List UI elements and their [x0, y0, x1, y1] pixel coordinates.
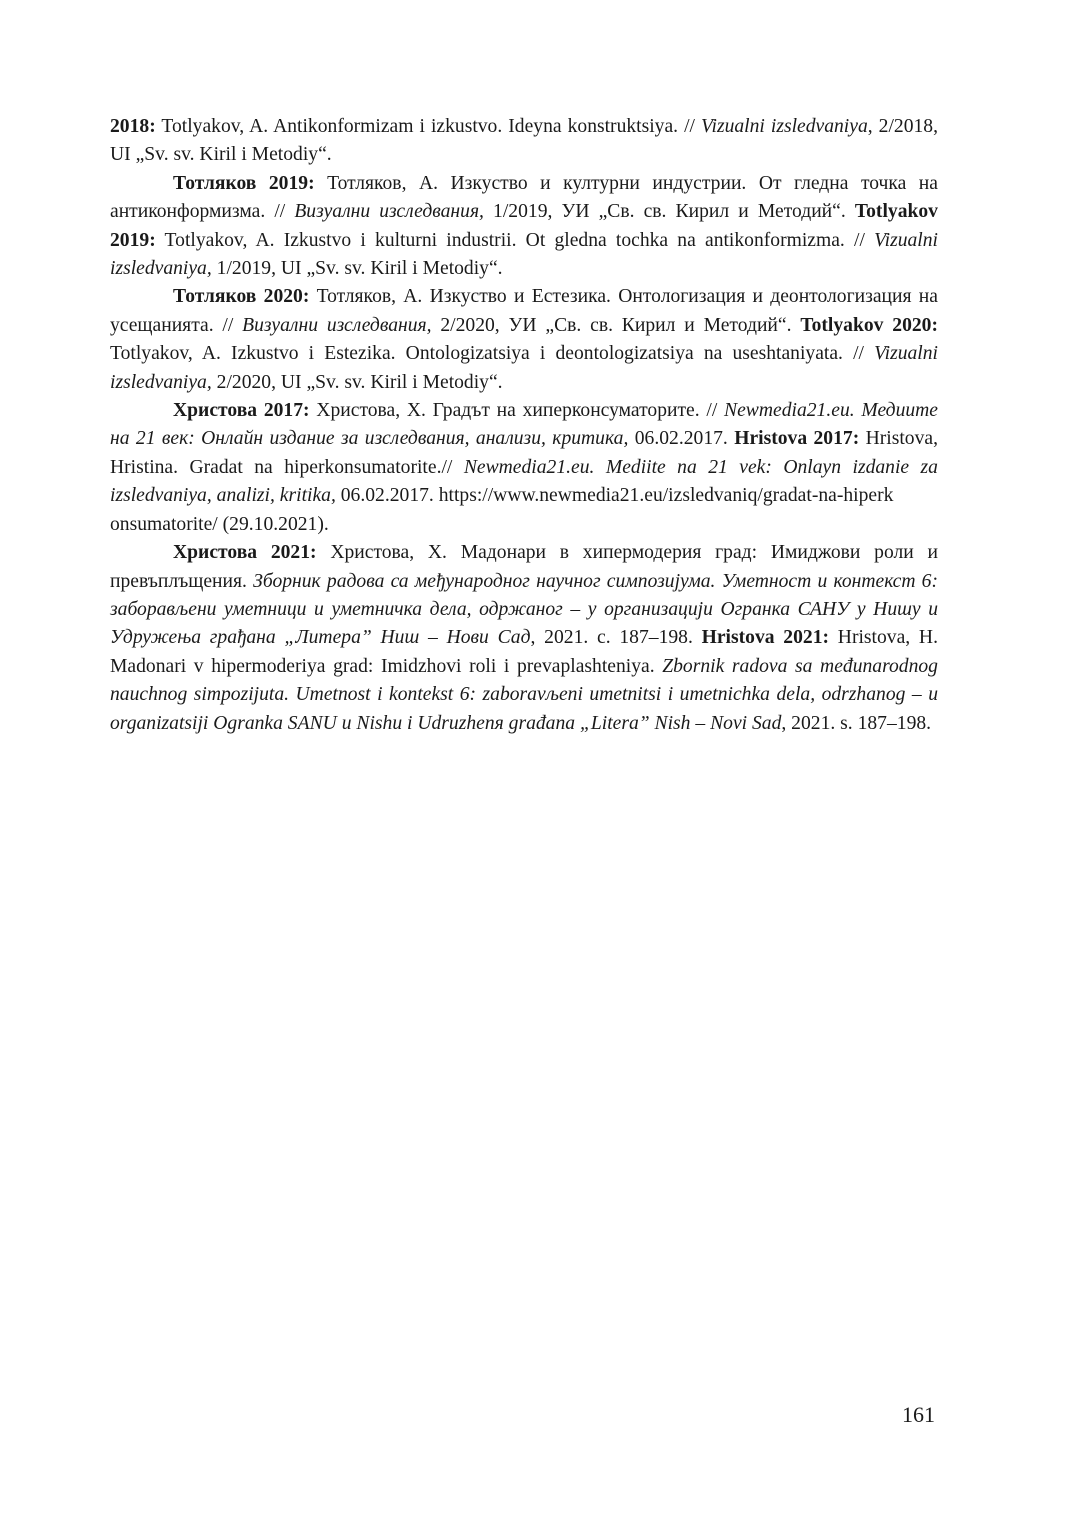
page-number: 161 — [902, 1402, 935, 1427]
reference-source-title: Zbornik radova sa međunarodnog nauchnog simpozijuta. Umetnost i kontekst 6: zaboravљeni umetnitsi i umetnichka dela, odrzhanog – u organizatsiji Ogranka SANU u Nishu i Udruzhenя građana „Litera” Nish – Novi Sad — [110, 655, 938, 734]
reference-label: Тотляков 2019: — [173, 172, 315, 194]
reference-label: 2018: — [110, 116, 156, 137]
reference-label: Hristova 2021: — [701, 627, 830, 649]
reference-text: Hristova, H. Madonari v hipermoderiya grad: Imidzhovi roli i prevaplashteniya. — [110, 627, 938, 677]
reference-text: , 2021. с. 187–198. — [530, 627, 702, 649]
reference-entry — [110, 113, 938, 170]
reference-text: Totlyakov, A. Izkustvo i Estezika. Ontologizatsiya i deontologizatsiya na useshtaniyata. // — [110, 343, 875, 365]
reference-source-title: Визуални изследвания, — [294, 201, 484, 223]
reference-entry — [110, 397, 938, 511]
reference-text: onsumatorite/ (29.10.2021). — [110, 513, 329, 535]
reference-source-title: Зборник радова са међународног научног симпозијума. Уметност и контекст 6: заборављени уметници и уметничка дела, одржаног – у организацији Огранка САНУ у Нишу и Удружења грађана „Литера” Ниш – Нови Сад — [110, 570, 939, 649]
bibliography-list — [110, 113, 938, 738]
reference-label: Totlyakov 2019: — [110, 201, 938, 251]
reference-text: , 2/2018, UI „Sv. sv. Kiril i Metodiy“. — [110, 116, 938, 166]
reference-entry — [110, 283, 938, 397]
reference-text: Тотляков, А. Изкуство и Естезика. Онтологизация и деонтологизация на усещанията. // — [110, 286, 938, 336]
reference-source-title: Визуални изследвания, — [242, 314, 432, 336]
reference-source-title: Vizualni izsledvaniya, — [110, 229, 938, 280]
reference-text: 1/2019, UI „Sv. sv. Kiril i Metodiy“. — [211, 258, 503, 280]
reference-entry — [110, 511, 938, 539]
reference-text: Тотляков, А. Изкуство и културни индустрии. От гледна точка на антиконформизма. // — [110, 172, 938, 223]
reference-label: Христова 2017: — [173, 400, 310, 422]
reference-text: 06.02.2017. https://www.newmedia21.eu/izsledvaniq/gradat-na-hiperk — [335, 485, 894, 507]
reference-label: Totlyakov 2020: — [800, 314, 939, 336]
reference-text: Христова, Х. Мадонари в хипермодерия град: Имиджови роли и превъплъщения. — [110, 542, 938, 592]
reference-text: 2/2020, УИ „Св. св. Кирил и Методий“. — [431, 314, 801, 336]
reference-text: Totlyakov, A. Antikonformizam i izkustvo. Ideyna konstruktsiya. // — [155, 116, 701, 137]
reference-entry — [110, 539, 938, 738]
reference-entry — [110, 170, 938, 284]
reference-label: Христова 2021: — [173, 542, 317, 564]
reference-label: Hristova 2017: — [734, 428, 860, 450]
reference-source-title: Vizualni izsledvaniya, — [110, 343, 938, 393]
reference-text: 06.02.2017. — [628, 428, 735, 450]
reference-source-title: Newmedia21.eu. Медиите на 21 век: Онлайн издание за изследвания, анализи, критика, — [110, 400, 939, 450]
reference-source-title: Vizualni izsledvaniya — [701, 116, 868, 137]
reference-text: Hristova, Hristina. Gradat na hiperkonsumatorite.// — [110, 428, 938, 478]
reference-text: Totlyakov, A. Izkustvo i kulturni industrii. Ot gledna tochka na antikonformizma. // — [155, 229, 875, 251]
reference-text: Христова, Х. Градът на хиперконсуматорите. // — [309, 400, 725, 422]
reference-text: 2/2020, UI „Sv. sv. Kiril i Metodiy“. — [211, 371, 503, 393]
reference-text: 1/2019, УИ „Св. св. Кирил и Методий“. — [483, 201, 855, 223]
reference-source-title: Newmedia21.eu. Mediite na 21 vek: Onlayn izdanie za izsledvaniya, analizi, kritika, — [110, 456, 938, 507]
reference-text: , 2021. s. 187–198. — [781, 712, 932, 734]
reference-label: Тотляков 2020: — [173, 286, 310, 308]
